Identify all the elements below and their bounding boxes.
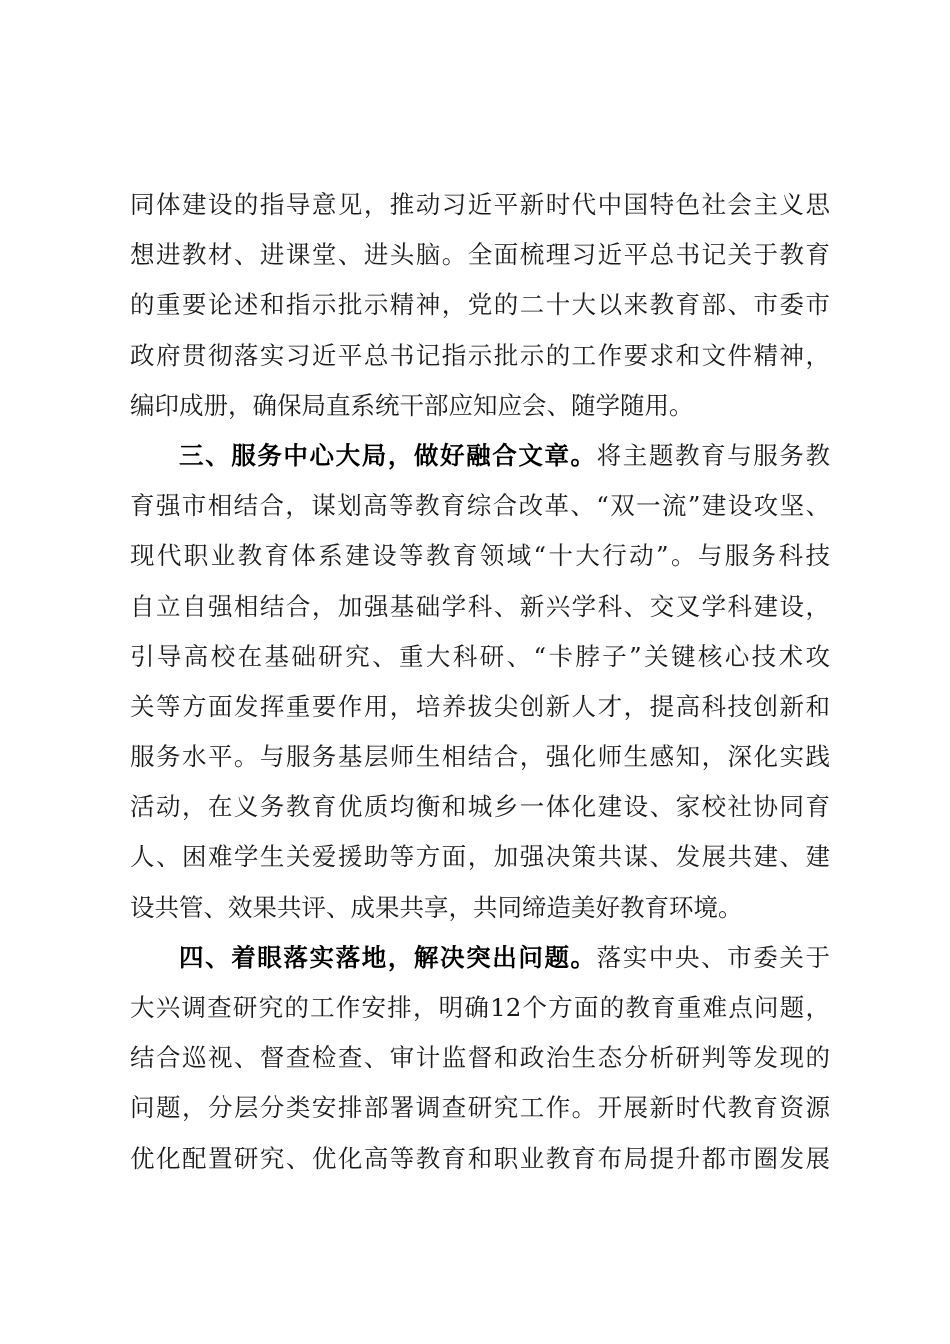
paragraph-1-line: 政府贯彻落实习近平总书记指示批示的工作要求和文件精神，: [130, 340, 830, 370]
section-heading-4: 四、着眼落实落地，解决突出问题。: [179, 942, 597, 972]
paragraph-1-line: 想进教材、进课堂、进头脑。全面梳理习近平总书记关于教育: [130, 240, 830, 270]
paragraph-1-line: 的重要论述和指示批示精神，党的二十大以来教育部、市委市: [130, 290, 830, 320]
paragraph-2-line: 人、困难学生关爱援助等方面，加强决策共谋、发展共建、建: [130, 842, 830, 872]
paragraph-3-line: 大兴调查研究的工作安排，明确12个方面的教育重难点问题，: [130, 993, 830, 1022]
paragraph-3-line: 优化配置研究、优化高等教育和职业教育布局提升都市圈发展: [130, 1143, 830, 1173]
paragraph-2-line: 关等方面发挥重要作用，培养拔尖创新人才，提高科技创新和: [130, 691, 830, 721]
paragraph-2-line: 自立自强相结合，加强基础学科、新兴学科、交叉学科建设，: [130, 591, 830, 621]
paragraph-2-first-line: 三、服务中心大局，做好融合文章。将主题教育与服务教: [179, 440, 831, 470]
paragraph-2-line: 育强市相结合，谋划高等教育综合改革、“双一流”建设攻坚、: [130, 491, 830, 521]
section-heading-3: 三、服务中心大局，做好融合文章。: [179, 440, 597, 470]
paragraph-3-line: 问题，分层分类安排部署调查研究工作。开展新时代教育资源: [130, 1093, 830, 1123]
paragraph-2-line: 设共管、效果共评、成果共享，共同缔造美好教育环境。: [130, 892, 743, 922]
paragraph-2-line: 活动，在义务教育优质均衡和城乡一体化建设、家校社协同育: [130, 792, 830, 822]
document-body: [130, 180, 830, 1184]
paragraph-3-line: 结合巡视、督查检查、审计监督和政治生态分析研判等发现的: [130, 1043, 830, 1073]
paragraph-2-line: 引导高校在基础研究、重大科研、“卡脖子”关键核心技术攻: [130, 641, 830, 671]
paragraph-1-line: 同体建设的指导意见，推动习近平新时代中国特色社会主义思: [130, 190, 830, 219]
paragraph-2-line: 现代职业教育体系建设等教育领域“十大行动”。与服务科技: [130, 541, 830, 571]
paragraph-3-first-line: 四、着眼落实落地，解决突出问题。落实中央、市委关于: [179, 942, 831, 972]
paragraph-2-line: 服务水平。与服务基层师生相结合，强化师生感知，深化实践: [130, 742, 830, 772]
paragraph-1-line: 编印成册，确保局直系统干部应知应会、随学随用。: [130, 390, 694, 420]
